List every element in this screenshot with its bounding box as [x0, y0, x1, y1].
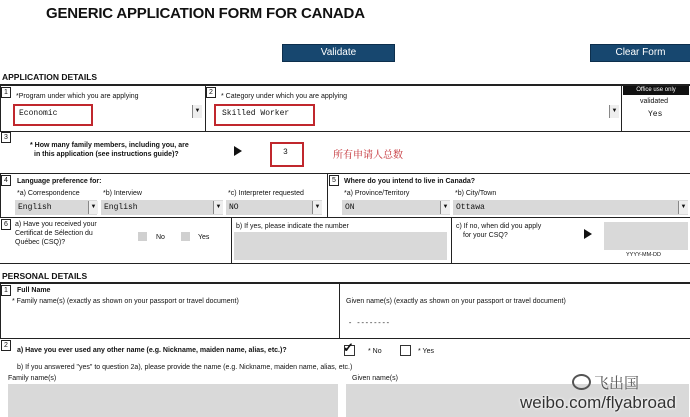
csq-applied-label-1: c) If no, when did you apply — [456, 223, 542, 230]
province-dropdown-arrow[interactable]: ▼ — [440, 201, 450, 214]
interpreter-dropdown-arrow[interactable]: ▼ — [312, 201, 322, 214]
other-given-name-label: Given name(s) — [352, 375, 398, 382]
application-details-heading: APPLICATION DETAILS — [2, 72, 98, 82]
other-family-name-label: Family name(s) — [8, 375, 57, 382]
province-select[interactable] — [342, 200, 450, 215]
section-divider — [0, 84, 690, 86]
other-name-no-label: * No — [368, 348, 382, 355]
arrow-right-icon — [234, 146, 242, 156]
family-name-input[interactable] — [14, 318, 16, 325]
csq-number-label: b) If yes, please indicate the number — [236, 223, 349, 230]
csq-received-label-2: Certificat de Sélection du — [15, 230, 93, 237]
category-label: * Category under which you are applying — [221, 93, 348, 100]
other-name-yes-label: * Yes — [418, 348, 434, 355]
grid-line — [0, 217, 690, 218]
csq-applied-label-2: for your CSQ? — [463, 232, 508, 239]
interpreter-select[interactable] — [226, 200, 322, 215]
family-members-label-2: in this application (see instructions guide)? — [34, 151, 179, 158]
question-number: 5 — [329, 175, 339, 186]
csq-no-checkbox[interactable] — [138, 232, 147, 241]
grid-line — [451, 217, 452, 263]
checkmark-icon: ✓ — [343, 340, 354, 355]
family-name-label: * Family name(s) (exactly as shown on your passport or travel document) — [12, 298, 239, 305]
arrow-right-icon — [584, 229, 592, 239]
office-status: validated — [640, 98, 669, 105]
interpreter-label: *c) Interpreter requested — [228, 190, 304, 197]
correspondence-dropdown-arrow[interactable]: ▼ — [88, 201, 98, 214]
office-use-label: Office use only — [623, 86, 689, 95]
question-number: 1 — [1, 87, 11, 98]
question-number: 3 — [1, 132, 11, 143]
grid-line — [0, 173, 690, 174]
other-name-yes-checkbox[interactable] — [400, 345, 411, 356]
language-heading: Language preference for: — [17, 178, 102, 185]
program-dropdown-arrow[interactable]: ▼ — [192, 105, 202, 118]
watermark-url: weibo.com/flyabroad — [520, 393, 676, 412]
category-select[interactable]: Skilled Worker — [222, 109, 290, 118]
interpreter-value: NO — [229, 203, 239, 212]
question-number: 2 — [1, 340, 11, 351]
family-members-label-1: * How many family members, including you, are — [30, 142, 189, 149]
grid-line — [339, 284, 340, 338]
csq-no-label: No — [156, 234, 165, 241]
family-count-input[interactable]: 3 — [283, 148, 288, 157]
province-value: ON — [345, 203, 355, 212]
watermark-handle: 飞出国 — [594, 375, 640, 392]
city-label: *b) City/Town — [455, 190, 497, 197]
personal-details-heading: PERSONAL DETAILS — [2, 271, 88, 281]
other-family-name-input[interactable] — [8, 384, 338, 417]
date-format-hint: YYYY-MM-DD — [626, 252, 661, 258]
city-select[interactable] — [453, 200, 688, 215]
full-name-heading: Full Name — [17, 287, 51, 294]
grid-line — [231, 217, 232, 263]
interview-label: *b) Interview — [103, 190, 142, 197]
csq-received-label-1: a) Have you received your — [15, 221, 97, 228]
form-title: GENERIC APPLICATION FORM FOR CANADA — [46, 5, 365, 22]
clear-form-button[interactable]: Clear Form — [590, 44, 690, 62]
csq-received-label-3: Québec (CSQ)? — [15, 239, 66, 246]
office-value: Yes — [648, 110, 663, 119]
grid-line — [327, 173, 328, 217]
given-name-input[interactable]: - -------- — [348, 320, 391, 328]
question-number: 1 — [1, 285, 11, 296]
residence-heading: Where do you intend to live in Canada? — [344, 178, 476, 185]
province-label: *a) Province/Territory — [344, 190, 410, 197]
question-number: 4 — [1, 175, 11, 186]
grid-line — [0, 263, 690, 264]
interview-dropdown-arrow[interactable]: ▼ — [213, 201, 223, 214]
grid-line — [0, 131, 690, 132]
correspondence-label: *a) Correspondence — [17, 190, 80, 197]
program-label: *Program under which you are applying — [16, 93, 139, 100]
other-name-instruction: b) If you answered "yes" to question 2a), please provide the name (e.g. Nickname, maiden name, alias, etc.) — [17, 364, 353, 371]
grid-line — [0, 338, 690, 339]
other-name-question: a) Have you ever used any other name (e.g. Nickname, maiden name, alias, etc.)? — [17, 347, 287, 354]
category-dropdown-arrow[interactable]: ▼ — [609, 105, 619, 118]
csq-number-input[interactable] — [234, 232, 447, 260]
question-number: 6 — [1, 219, 11, 230]
program-select[interactable]: Economic — [19, 109, 58, 118]
section-divider — [0, 282, 690, 284]
csq-yes-checkbox[interactable] — [181, 232, 190, 241]
csq-date-input[interactable] — [604, 222, 688, 250]
given-name-label: Given name(s) (exactly as shown on your passport or travel document) — [346, 298, 566, 305]
validate-button[interactable]: Validate — [282, 44, 395, 62]
csq-yes-label: Yes — [198, 234, 210, 241]
family-count-annotation: 所有申请人总数 — [333, 150, 403, 161]
interview-value: English — [104, 203, 138, 212]
city-value: Ottawa — [456, 203, 485, 212]
correspondence-value: English — [18, 203, 52, 212]
grid-line — [621, 86, 622, 131]
weibo-logo-icon — [572, 374, 591, 390]
question-number: 2 — [206, 87, 216, 98]
city-dropdown-arrow[interactable]: ▼ — [678, 201, 688, 214]
